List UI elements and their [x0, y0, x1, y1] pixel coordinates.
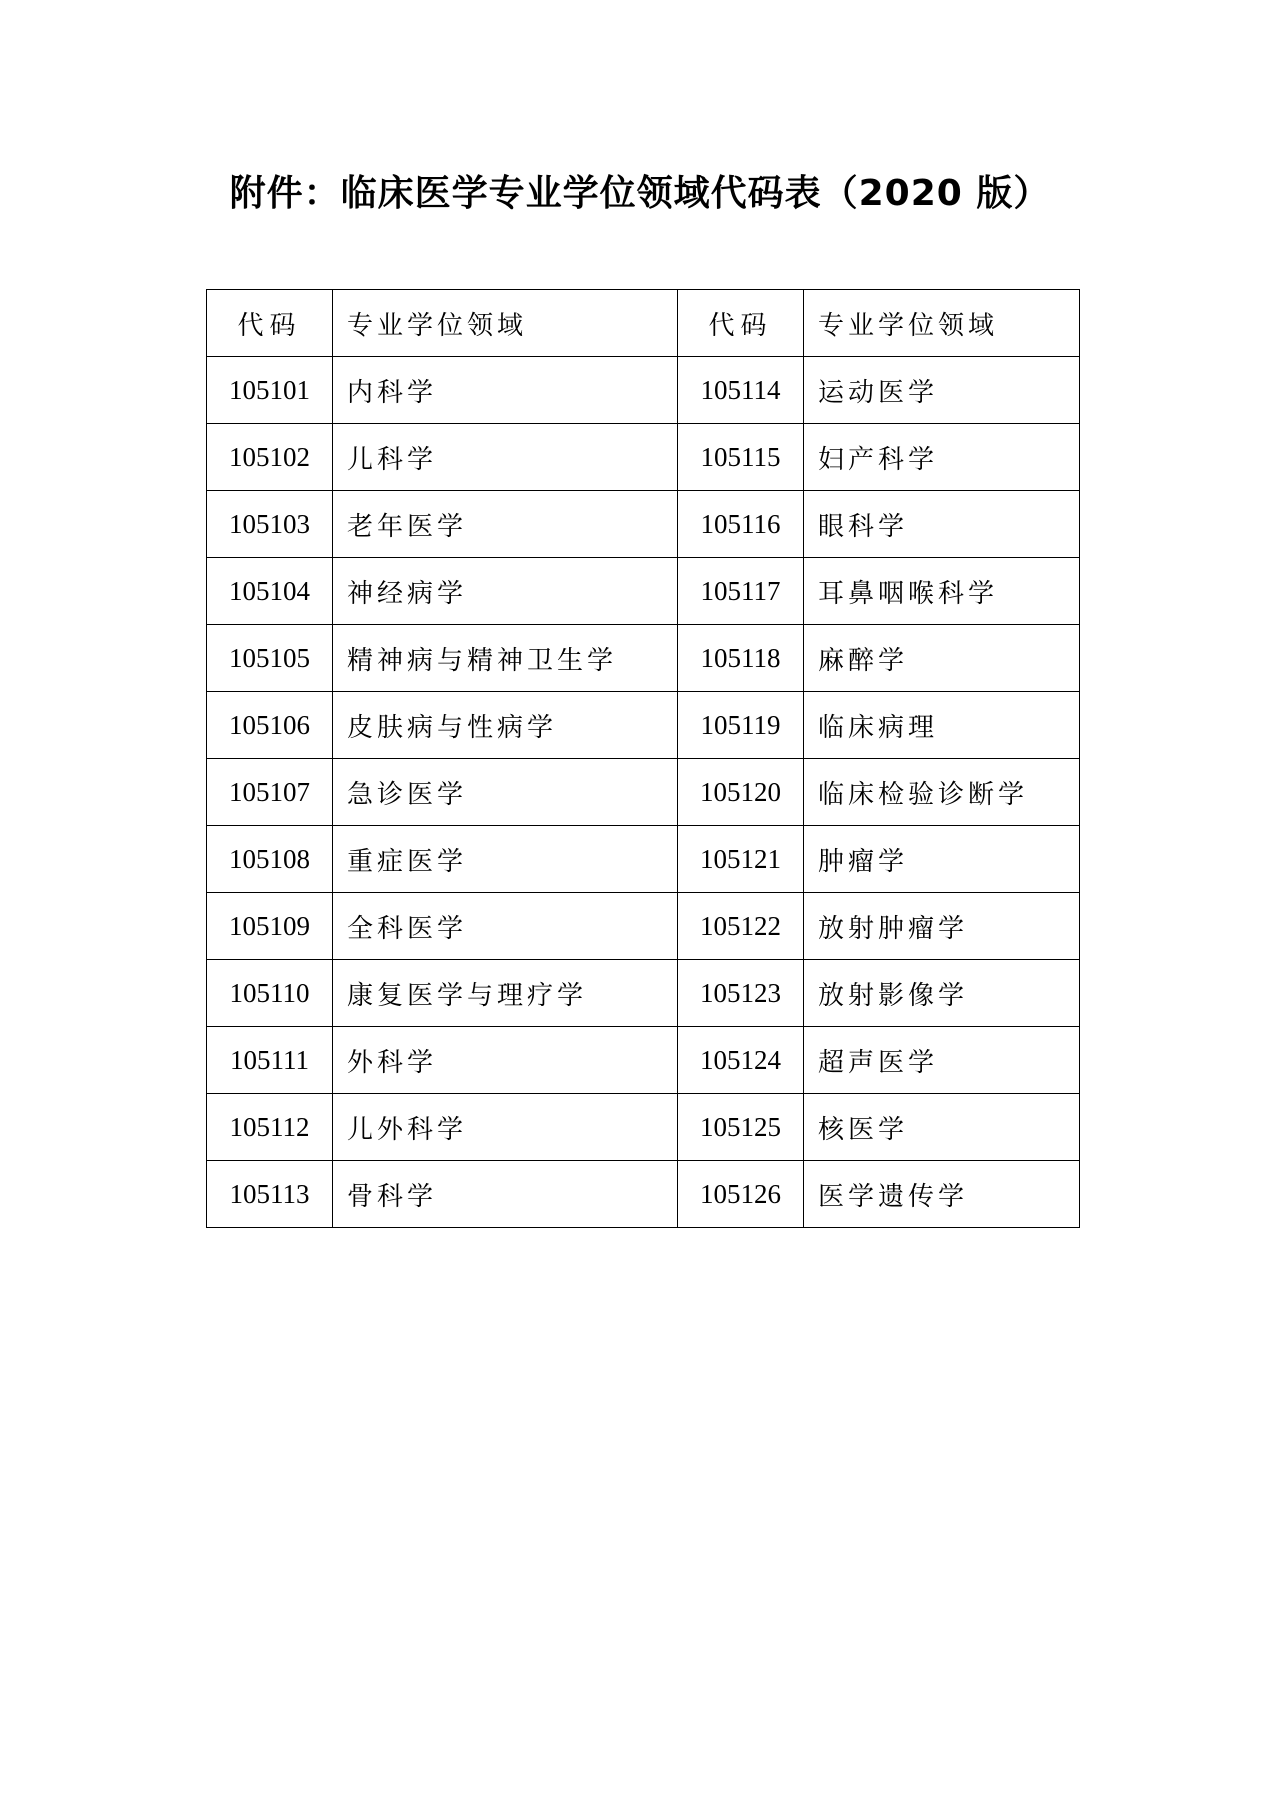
field-cell-right: 放射肿瘤学 — [804, 893, 1080, 960]
table-row — [207, 625, 1080, 692]
code-cell-right: 105121 — [678, 826, 804, 893]
code-cell-left: 105104 — [207, 558, 333, 625]
table-row — [207, 357, 1080, 424]
table-row — [207, 1161, 1080, 1228]
field-cell-left: 康复医学与理疗学 — [333, 960, 678, 1027]
table-row — [207, 960, 1080, 1027]
header-field-left: 专业学位领域 — [333, 290, 678, 357]
field-cell-right: 医学遗传学 — [804, 1161, 1080, 1228]
header-code-left: 代码 — [207, 290, 333, 357]
table-row — [207, 1027, 1080, 1094]
code-cell-right: 105120 — [678, 759, 804, 826]
code-cell-right: 105117 — [678, 558, 804, 625]
field-cell-right: 麻醉学 — [804, 625, 1080, 692]
specialty-code-table — [206, 289, 1080, 1228]
table-body — [207, 290, 1080, 1228]
table-row — [207, 1094, 1080, 1161]
code-cell-left: 105106 — [207, 692, 333, 759]
field-cell-left: 皮肤病与性病学 — [333, 692, 678, 759]
table-row — [207, 692, 1080, 759]
table-row — [207, 826, 1080, 893]
page-title: 附件：临床医学专业学位领域代码表（2020 版） — [229, 173, 1051, 214]
table-row — [207, 893, 1080, 960]
code-cell-left: 105111 — [207, 1027, 333, 1094]
field-cell-left: 骨科学 — [333, 1161, 678, 1228]
field-cell-right: 妇产科学 — [804, 424, 1080, 491]
field-cell-right: 临床检验诊断学 — [804, 759, 1080, 826]
field-cell-left: 重症医学 — [333, 826, 678, 893]
code-cell-left: 105110 — [207, 960, 333, 1027]
code-cell-left: 105105 — [207, 625, 333, 692]
field-cell-left: 儿科学 — [333, 424, 678, 491]
code-cell-right: 105118 — [678, 625, 804, 692]
code-cell-right: 105124 — [678, 1027, 804, 1094]
code-cell-left: 105107 — [207, 759, 333, 826]
code-cell-right: 105123 — [678, 960, 804, 1027]
header-field-right: 专业学位领域 — [804, 290, 1080, 357]
code-cell-right: 105119 — [678, 692, 804, 759]
field-cell-left: 外科学 — [333, 1027, 678, 1094]
field-cell-right: 眼科学 — [804, 491, 1080, 558]
code-cell-right: 105116 — [678, 491, 804, 558]
table-row — [207, 759, 1080, 826]
field-cell-left: 精神病与精神卫生学 — [333, 625, 678, 692]
code-cell-right: 105114 — [678, 357, 804, 424]
field-cell-left: 急诊医学 — [333, 759, 678, 826]
table-header-row — [207, 290, 1080, 357]
field-cell-right: 临床病理 — [804, 692, 1080, 759]
field-cell-left: 儿外科学 — [333, 1094, 678, 1161]
code-cell-left: 105113 — [207, 1161, 333, 1228]
code-cell-left: 105103 — [207, 491, 333, 558]
field-cell-left: 神经病学 — [333, 558, 678, 625]
header-code-right: 代码 — [678, 290, 804, 357]
code-cell-left: 105102 — [207, 424, 333, 491]
table-row — [207, 491, 1080, 558]
code-cell-right: 105115 — [678, 424, 804, 491]
field-cell-right: 运动医学 — [804, 357, 1080, 424]
field-cell-right: 肿瘤学 — [804, 826, 1080, 893]
field-cell-right: 放射影像学 — [804, 960, 1080, 1027]
field-cell-left: 内科学 — [333, 357, 678, 424]
field-cell-left: 老年医学 — [333, 491, 678, 558]
code-cell-right: 105125 — [678, 1094, 804, 1161]
field-cell-left: 全科医学 — [333, 893, 678, 960]
table-row — [207, 558, 1080, 625]
code-cell-right: 105122 — [678, 893, 804, 960]
code-cell-right: 105126 — [678, 1161, 804, 1228]
code-cell-left: 105108 — [207, 826, 333, 893]
code-cell-left: 105109 — [207, 893, 333, 960]
field-cell-right: 核医学 — [804, 1094, 1080, 1161]
table-row — [207, 424, 1080, 491]
field-cell-right: 耳鼻咽喉科学 — [804, 558, 1080, 625]
code-cell-left: 105101 — [207, 357, 333, 424]
field-cell-right: 超声医学 — [804, 1027, 1080, 1094]
code-cell-left: 105112 — [207, 1094, 333, 1161]
